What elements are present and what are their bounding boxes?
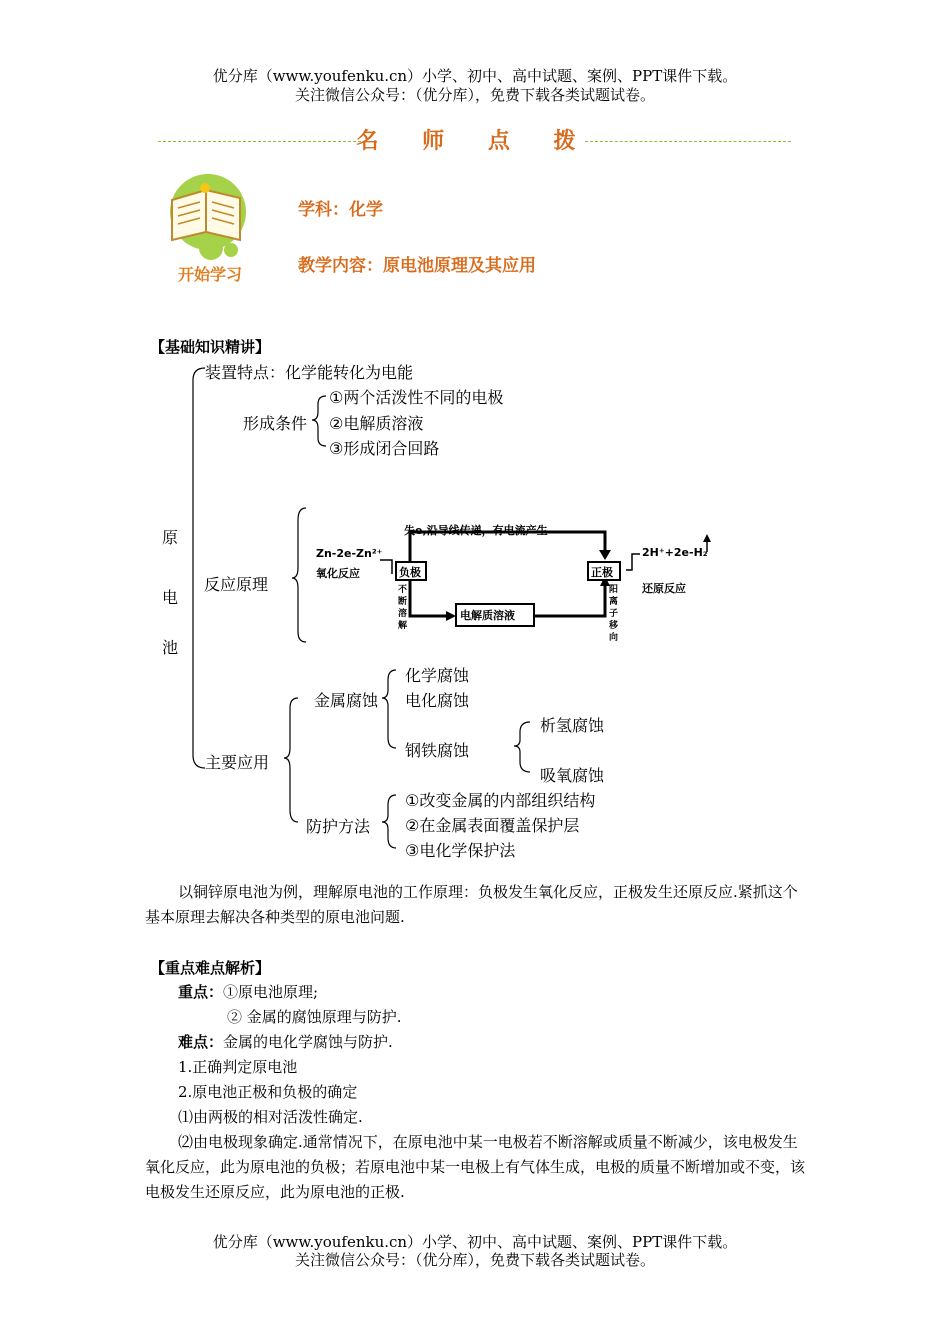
anode-reaction-type: 氧化反应 [316, 567, 360, 580]
list-item: ⑵由电极现象确定.通常情况下，在原电池中某一电极若不断溶解或质量不断减少，该电极发生氧化反应，此为原电池的负极；若原电池中某一电极上有气体生成，电极的质量不断增加或不变，该电极发生还原反应，此为原电池的正极. [145, 1133, 806, 1201]
gas-arrow-icon [703, 534, 711, 542]
cathode-reaction-type: 还原反应 [642, 582, 686, 595]
list-item: 1.正确判定原电池 [178, 1058, 298, 1076]
root-char-3: 池 [162, 638, 179, 657]
condition-item: ②电解质溶液 [329, 414, 424, 433]
subject-label: 学科：化学 [298, 200, 383, 220]
header-line-2: 关注微信公众号：（优分库），免费下载各类试题试卷。 [294, 86, 655, 104]
electron-flow-text: 失e,沿导线传递，有电流产生 [404, 524, 548, 537]
start-badge: 开始学习 [178, 265, 243, 284]
condition-item: ①两个活泼性不同的电极 [329, 388, 504, 407]
condition-item: ③形成闭合回路 [329, 439, 440, 458]
summary-paragraph: 以铜锌原电池为例，理解原电池的工作原理：负极发生氧化反应，正极发生还原反应.紧抓这个基本原理去解决各种类型的原电池问题. [145, 883, 798, 926]
footer-line-1: 优分库（www.youfenku.cn）小学、初中、高中试题、案例、PPT课件下载。 [212, 1233, 738, 1251]
cathode-equation: 2H⁺+2e-H₂ [642, 546, 708, 559]
steel-item: 析氢腐蚀 [540, 716, 605, 735]
steel-item: 吸氧腐蚀 [540, 766, 605, 785]
root-char-1: 原 [162, 528, 179, 547]
section-heading-basics: 【基础知识精讲】 [150, 338, 271, 356]
key-label: 重点： [178, 983, 224, 1001]
list-item: 2.原电池正极和负极的确定 [178, 1083, 358, 1101]
conditions-label: 形成条件 [243, 414, 308, 433]
feature-text: 装置特点：化学能转化为电能 [205, 363, 414, 382]
anode-note: 不断溶解 [398, 585, 408, 631]
electrolyte-label: 电解质溶液 [460, 609, 515, 622]
protection-label: 防护方法 [306, 817, 371, 836]
protection-item: ②在金属表面覆盖保护层 [405, 816, 580, 835]
header-line-1: 优分库（www.youfenku.cn）小学、初中、高中试题、案例、PPT课件下载。 [212, 67, 738, 85]
root-char-2: 电 [162, 588, 179, 607]
steel-label: 钢铁腐蚀 [405, 741, 470, 760]
application-label: 主要应用 [205, 753, 270, 772]
corrosion-item: 化学腐蚀 [405, 666, 470, 685]
principle-label: 反应原理 [204, 575, 269, 594]
hard-label: 难点： [178, 1033, 224, 1051]
anode-equation: Zn-2e-Zn²⁺ [316, 547, 383, 560]
footer-line-2: 关注微信公众号：（优分库），免费下载各类试题试卷。 [294, 1251, 655, 1269]
protection-item: ③电化学保护法 [405, 841, 516, 860]
hard-point: 金属的电化学腐蚀与防护. [223, 1033, 393, 1051]
cathode-label: 正极 [591, 566, 613, 579]
section-title: 名 师 点 拨 [356, 129, 594, 154]
arrow-down-icon [599, 550, 611, 560]
arrow-right-icon [446, 611, 456, 621]
corrosion-label: 金属腐蚀 [314, 691, 379, 710]
section-heading-key-points: 【重点难点解析】 [150, 959, 271, 977]
protection-item: ①改变金属的内部组织结构 [405, 791, 596, 810]
corrosion-item: 电化腐蚀 [405, 691, 470, 710]
key-point-1: ①原电池原理; [223, 983, 319, 1001]
key-point-2: ② 金属的腐蚀原理与防护. [227, 1008, 402, 1026]
anode-label: 负极 [399, 566, 421, 579]
content-label: 教学内容：原电池原理及其应用 [298, 256, 536, 276]
cathode-note: 阳离子移向 [609, 585, 619, 643]
list-item: ⑴由两极的相对活泼性确定. [178, 1108, 363, 1126]
